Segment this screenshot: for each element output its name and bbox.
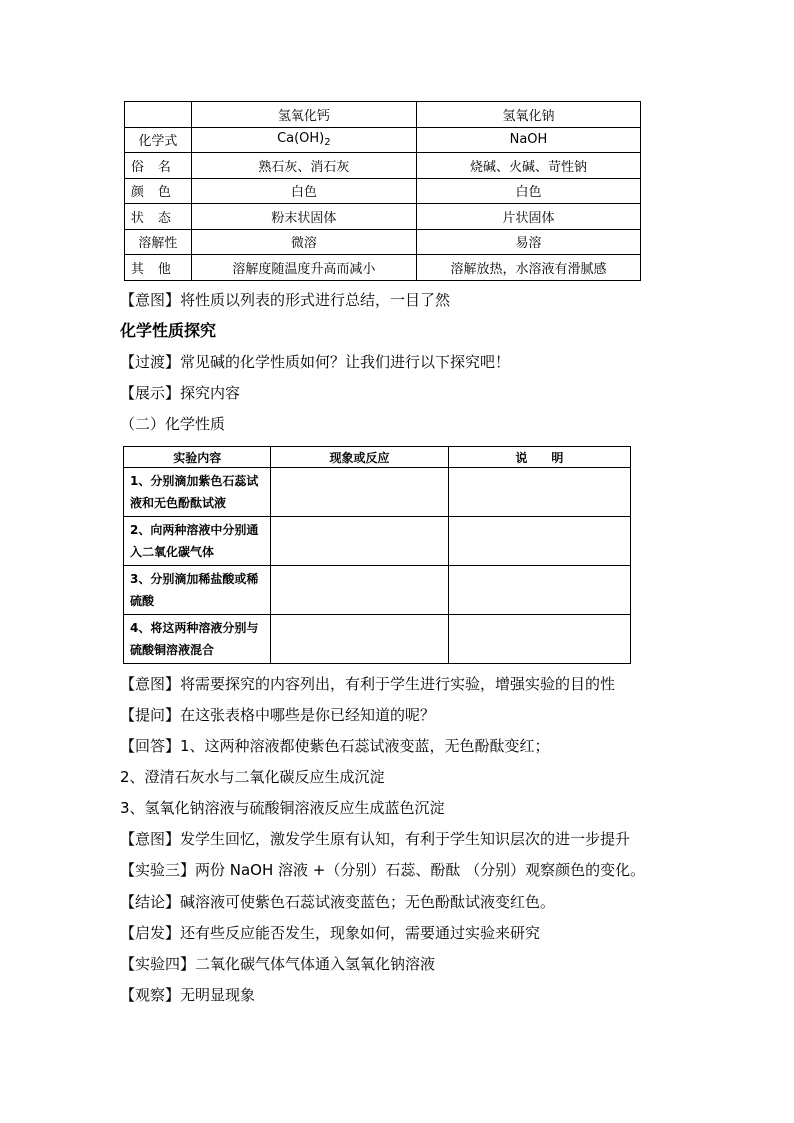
conclusion-line: 【结论】碱溶液可使紫色石蕊试液变蓝色；无色酚酞试液变红色。	[120, 893, 556, 911]
cell-value: 熟石灰、消石灰	[191, 153, 416, 179]
empty-cell	[448, 517, 630, 566]
observation-line: 【观察】无明显现象	[120, 986, 256, 1004]
empty-cell	[448, 468, 630, 517]
inspire-line: 【启发】还有些反应能否发生，现象如何，需要通过实验来研究	[120, 924, 541, 942]
answer-line-1: 【回答】1、这两种溶液都使紫色石蕊试液变蓝，无色酚酞变红；	[120, 737, 550, 755]
table-header-row	[124, 447, 631, 468]
section-heading: 化学性质探究	[120, 321, 217, 340]
table-row	[124, 615, 631, 664]
cell-value: 片状固体	[416, 204, 640, 230]
subsection-title: （二）化学性质	[120, 415, 226, 433]
table-row	[124, 566, 631, 615]
table-row	[125, 153, 641, 179]
intent-explore-line: 【意图】将需要探究的内容列出，有利于学生进行实验，增强实验的目的性	[120, 675, 616, 693]
answer-line-2: 2、澄清石灰水与二氧化碳反应生成沉淀	[120, 768, 385, 786]
table-row	[124, 468, 631, 517]
cell-value: 微溶	[191, 229, 416, 255]
experiment-content: 3、分别滴加稀盐酸或稀硫酸	[124, 566, 271, 615]
empty-cell	[271, 566, 448, 615]
cell-value: 烧碱、火碱、苛性钠	[416, 153, 640, 179]
row-label: 俗名	[125, 153, 192, 179]
empty-cell	[271, 468, 448, 517]
empty-cell	[271, 517, 448, 566]
header-cell-sodium-hydroxide: 氢氧化钠	[416, 102, 640, 128]
table-row	[125, 127, 641, 153]
cell-value: 白色	[191, 178, 416, 204]
row-label: 其他	[125, 255, 192, 281]
empty-cell	[271, 615, 448, 664]
cell-value: 溶解放热，水溶液有滑腻感	[416, 255, 640, 281]
table-row	[125, 229, 641, 255]
properties-table	[124, 101, 641, 281]
experiment-content: 1、分别滴加紫色石蕊试液和无色酚酞试液	[124, 468, 271, 517]
intent-summary-line: 【意图】将性质以列表的形式进行总结，一目了然	[120, 291, 451, 309]
header-cell-content: 实验内容	[124, 447, 271, 468]
header-cell-phenomenon: 现象或反应	[271, 447, 448, 468]
header-cell-explanation: 说 明	[448, 447, 630, 468]
experiment-four-line: 【实验四】二氧化碳气体气体通入氢氧化钠溶液	[120, 955, 436, 973]
intent-recall-line: 【意图】发学生回忆，激发学生原有认知，有利于学生知识层次的进一步提升	[120, 830, 631, 848]
cell-value: 易溶	[416, 229, 640, 255]
formula-calcium-cell	[191, 127, 416, 153]
empty-cell	[448, 566, 630, 615]
experiment-content: 2、向两种溶液中分别通入二氧化碳气体	[124, 517, 271, 566]
cell-value: 粉末状固体	[191, 204, 416, 230]
chemical-properties-table	[123, 446, 631, 664]
table-row	[125, 255, 641, 281]
show-line: 【展示】探究内容	[120, 384, 241, 402]
row-label: 颜色	[125, 178, 192, 204]
row-label: 状态	[125, 204, 192, 230]
transition-line: 【过渡】常见碱的化学性质如何？让我们进行以下探究吧！	[120, 353, 511, 371]
header-cell-calcium-hydroxide: 氢氧化钙	[191, 102, 416, 128]
answer-line-3: 3、氢氧化钠溶液与硫酸铜溶液反应生成蓝色沉淀	[120, 799, 445, 817]
table-header-row	[125, 102, 641, 128]
cell-value: 白色	[416, 178, 640, 204]
experiment-content: 4、将这两种溶液分别与硫酸铜溶液混合	[124, 615, 271, 664]
question-line: 【提问】在这张表格中哪些是你已经知道的呢？	[120, 706, 436, 724]
table-row	[125, 204, 641, 230]
formula-calcium: Ca(OH)	[277, 131, 325, 147]
table-row	[124, 517, 631, 566]
formula-sodium: NaOH	[416, 127, 640, 153]
experiment-three-line: 【实验三】两份 NaOH 溶液 +（分别）石蕊、酚酞 （分别）观察颜色的变化。	[120, 861, 646, 879]
row-label: 溶解性	[125, 229, 192, 255]
row-label: 化学式	[125, 127, 192, 153]
cell-value: 溶解度随温度升高而减小	[191, 255, 416, 281]
header-cell-empty	[125, 102, 192, 128]
formula-subscript: 2	[324, 137, 331, 149]
table-row	[125, 178, 641, 204]
empty-cell	[448, 615, 630, 664]
